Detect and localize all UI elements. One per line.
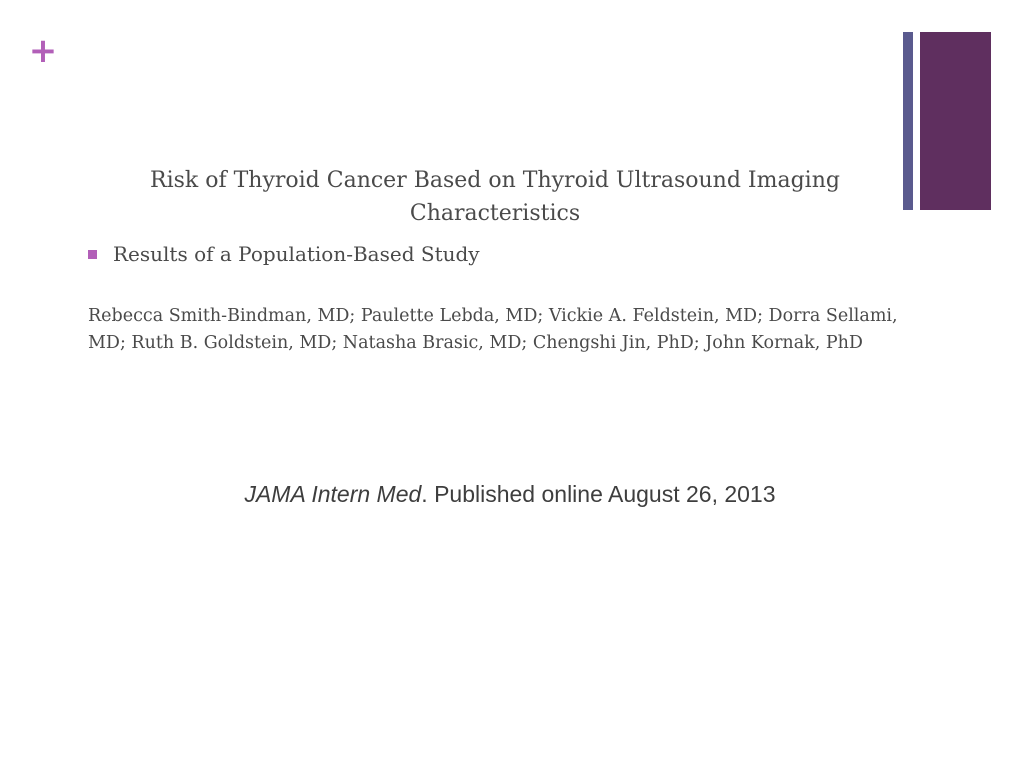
authors-list: Rebecca Smith-Bindman, MD; Paulette Lebda, MD; Vickie A. Feldstein, MD; Dorra Sellami, MD; Ruth B. Goldstein, MD; Natasha Brasic, MD; Chengshi Jin, PhD; John Kornak, PhD bbox=[88, 306, 898, 353]
citation-date: . Published online August 26, 2013 bbox=[421, 481, 776, 507]
plus-icon: + bbox=[28, 31, 58, 71]
accent-bar-thick bbox=[920, 32, 991, 210]
bullet-text: Results of a Population-Based Study bbox=[113, 242, 480, 266]
citation bbox=[80, 478, 940, 510]
citation-journal: JAMA Intern Med bbox=[244, 481, 422, 507]
bullet-item bbox=[88, 240, 480, 268]
bullet-square-icon bbox=[88, 250, 97, 259]
slide-title: Risk of Thyroid Cancer Based on Thyroid Ultrasound Imaging Characteristics bbox=[150, 168, 840, 226]
